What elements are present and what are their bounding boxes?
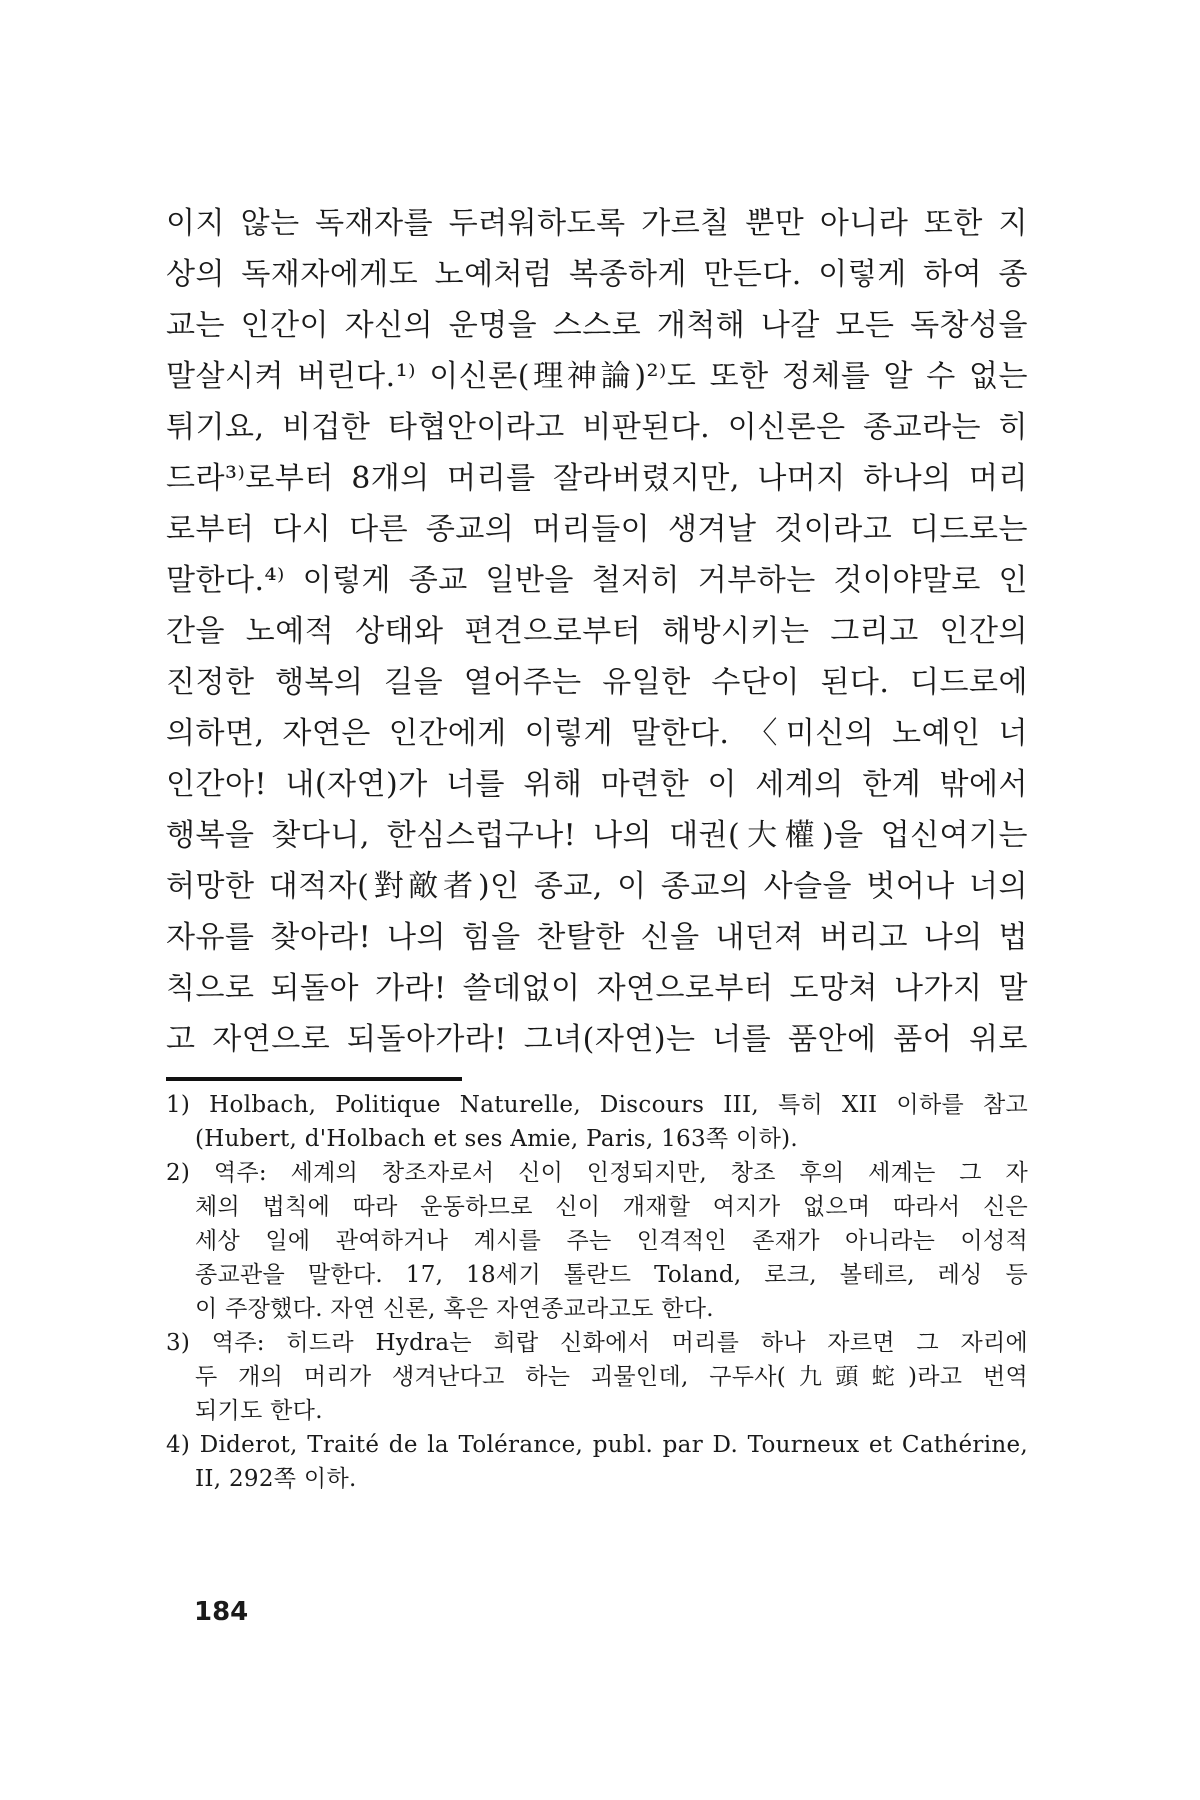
footnote-line: 4) Diderot, Traité de la Tolérance, publ. par D. Tourneux et Cathérine, [166,1432,1028,1458]
text-line: 자유를 찾아라! 나의 힘을 찬탈한 신을 내던져 버리고 나의 법 [166,920,1028,955]
footnotes [166,1088,1028,1496]
footnote-line: 종교관을 말한다. 17, 18세기 톨란드 Toland, 로크, 볼테르, 레싱 등 [195,1262,1028,1288]
footnote-3 [166,1326,1028,1428]
text-line: 말살시켜 버린다.¹⁾ 이신론(理神論)²⁾도 또한 정체를 알 수 없는 [166,359,1028,394]
text-line: 칙으로 되돌아 가라! 쓸데없이 자연으로부터 도망쳐 나가지 말 [166,971,1028,1006]
text-line: 간을 노예적 상태와 편견으로부터 해방시키는 그리고 인간의 [166,614,1028,649]
footnote-4 [166,1428,1028,1496]
footnote-divider [166,1077,462,1081]
text-line: 인간아! 내(자연)가 너를 위해 마련한 이 세계의 한계 밖에서 [166,767,1028,802]
text-line: 행복을 찾다니, 한심스럽구나! 나의 대권(大權)을 업신여기는 [166,818,1028,853]
page-number: 184 [194,1597,249,1627]
text-line: 이지 않는 독재자를 두려워하도록 가르칠 뿐만 아니라 또한 지 [166,206,1028,241]
text-line: 튀기요, 비겁한 타협안이라고 비판된다. 이신론은 종교라는 히 [166,410,1028,445]
footnote-line: 1) Holbach, Politique Naturelle, Discours III, 특히 XII 이하를 참고 [166,1092,1028,1118]
text-line: 진정한 행복의 길을 열어주는 유일한 수단이 된다. 디드로에 [166,665,1028,700]
footnote-line: 두 개의 머리가 생겨난다고 하는 괴물인데, 구두사(九頭蛇)라고 번역 [195,1364,1028,1390]
footnote-line: 2) 역주: 세계의 창조자로서 신이 인정되지만, 창조 후의 세계는 그 자 [166,1160,1028,1186]
footnote-line: 3) 역주: 히드라 Hydra는 희랍 신화에서 머리를 하나 자르면 그 자리에 [166,1330,1028,1356]
footnote-line: 되기도 한다. [195,1398,323,1424]
text-line: 로부터 다시 다른 종교의 머리들이 생겨날 것이라고 디드로는 [166,512,1028,547]
text-line: 교는 인간이 자신의 운명을 스스로 개척해 나갈 모든 독창성을 [166,308,1028,343]
text-line: 허망한 대적자(對敵者)인 종교, 이 종교의 사슬을 벗어나 너의 [166,869,1028,904]
text-line: 상의 독재자에게도 노예처럼 복종하게 만든다. 이렇게 하여 종 [166,257,1028,292]
footnote-2 [166,1156,1028,1326]
footnote-line: II, 292쪽 이하. [195,1466,357,1492]
footnote-line: 체의 법칙에 따라 운동하므로 신이 개재할 여지가 없으며 따라서 신은 [195,1194,1028,1220]
footnote-1 [166,1088,1028,1156]
footnote-line: 이 주장했다. 자연 신론, 혹은 자연종교라고도 한다. [195,1296,714,1322]
text-line: 의하면, 자연은 인간에게 이렇게 말한다. 〈미신의 노예인 너 [166,716,1028,751]
text-line: 드라³⁾로부터 8개의 머리를 잘라버렸지만, 나머지 하나의 머리 [166,461,1028,496]
footnote-line: 세상 일에 관여하거나 계시를 주는 인격적인 존재가 아니라는 이성적 [195,1228,1028,1254]
text-line: 말한다.⁴⁾ 이렇게 종교 일반을 철저히 거부하는 것이야말로 인 [166,563,1028,598]
footnote-line: (Hubert, d'Holbach et ses Amie, Paris, 163쪽 이하). [195,1126,798,1152]
main-text [166,198,1028,1065]
text-line: 고 자연으로 되돌아가라! 그녀(자연)는 너를 품안에 품어 위로 [166,1022,1028,1057]
